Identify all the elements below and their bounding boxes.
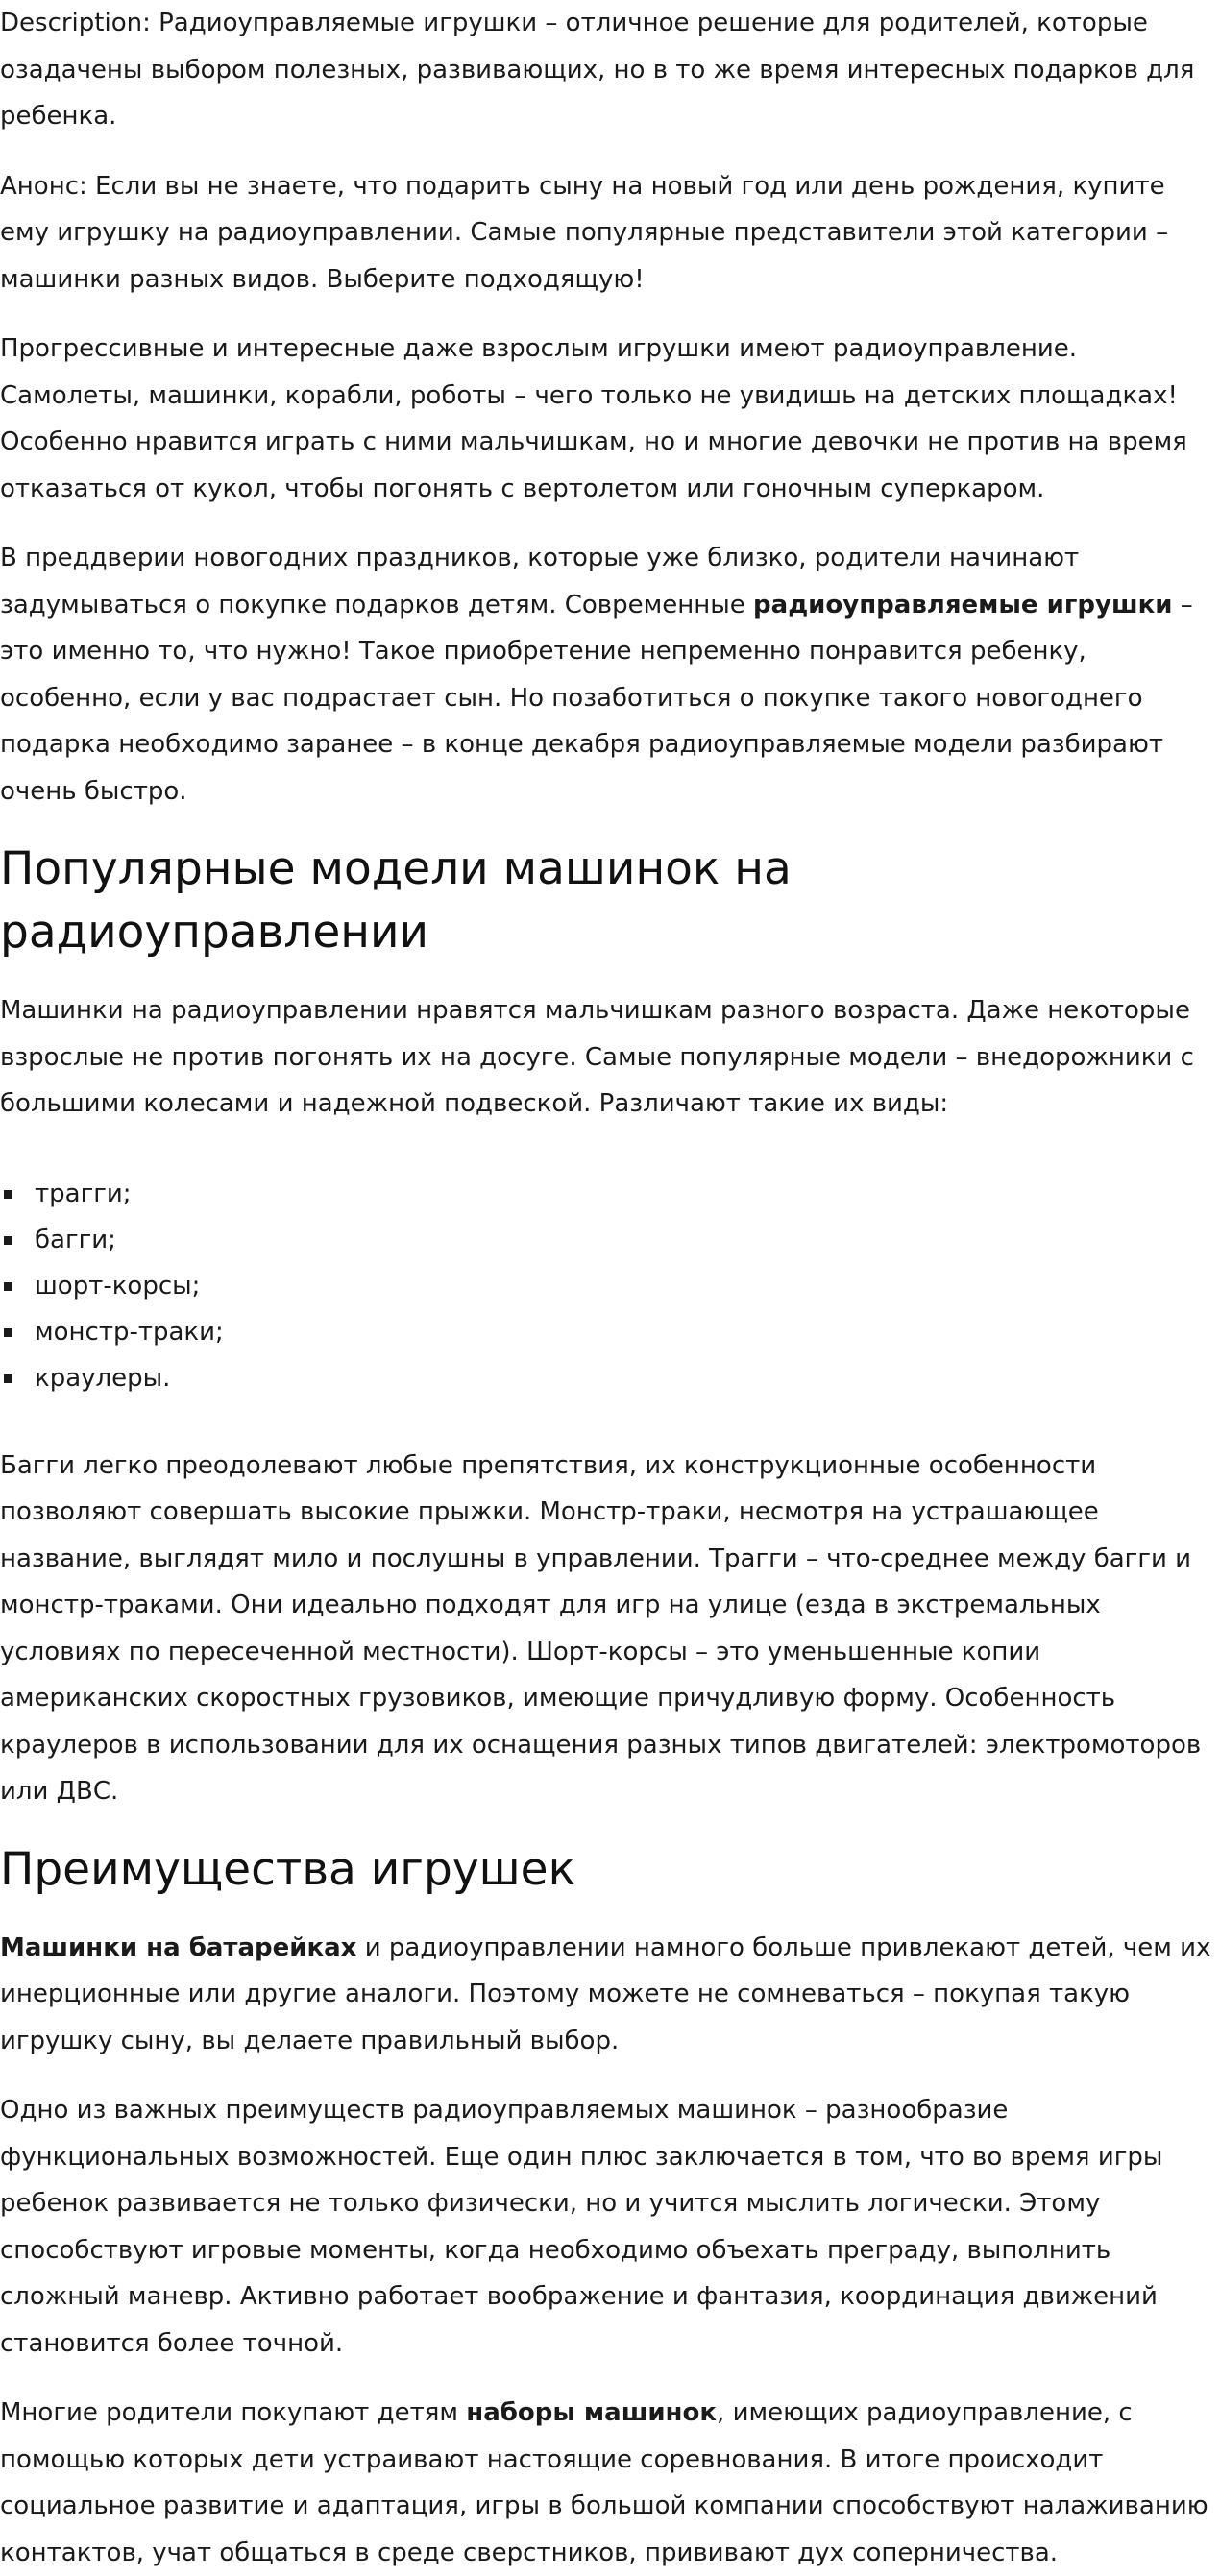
sets-text-start: Многие родители покупают детям: [0, 2398, 467, 2427]
list-item-label: шорт-корсы;: [35, 1271, 201, 1300]
holiday-text-end: – это именно то, что нужно! Такое приобретение непременно понравится ребенку, особенно, если у вас подрастает сын. Но позаботиться о покупке такого новогоднего подарка необходимо заранее – в конце декабря радиоуправляемые модели разбирают очень быстро.: [0, 590, 1193, 806]
holiday-text-start: В преддверии новогодних праздников, которые уже близко, родители начинают задумываться о покупке подарков детям. Современные: [0, 544, 1080, 620]
bullet-icon: [4, 1190, 12, 1199]
benefits-paragraph: Одно из важных преимуществ радиоуправляемых машинок – разнообразие функциональных возможностей. Еще один плюс заключается в том, что во время игры ребенок развивается не только физически, но и учится мыслить логически. Этому способствуют игровые моменты, когда необходимо объехать преграду, выполнить сложный маневр. Активно работает воображение и фантазия, координация движений становится более точной.: [0, 2096, 1163, 2358]
announce-paragraph: Анонс: Если вы не знаете, что подарить сыну на новый год или день рождения, купите ему игрушку на радиоуправлении. Самые популярные представители этой категории – машинки разных видов. Выберите подходящую!: [0, 171, 1169, 294]
bullet-icon: [4, 1236, 12, 1245]
list-item-label: краулеры.: [35, 1363, 171, 1393]
description-paragraph: Description: Радиоуправляемые игрушки – отличное решение для родителей, которые озадачены выбором полезных, развивающих, но в то же время интересных подарков для ребенка.: [0, 9, 1195, 131]
battery-cars-bold: Машинки на батарейках: [0, 1932, 357, 1962]
list-item: [35, 1171, 1220, 1217]
models-intro-paragraph: Машинки на радиоуправлении нравятся мальчишкам разного возраста. Даже некоторые взрослые не против погонять их на досуге. Самые популярные модели – внедорожники с большими колесами и надежной подвеской. Различают такие их виды:: [0, 996, 1194, 1118]
intro-paragraph: Прогрессивные и интересные даже взрослым игрушки имеют радиоуправление. Самолеты, машинки, корабли, роботы – чего только не увидишь на детских площадках! Особенно нравится играть с ними мальчишкам, но и многие девочки не против на время отказаться от кукол, чтобы погонять с вертолетом или гоночным суперкаром.: [0, 334, 1187, 503]
list-item-label: монстр-траки;: [35, 1317, 224, 1347]
models-description-paragraph: Багги легко преодолевают любые препятствия, их конструкционные особенности позволяют совершать высокие прыжки. Монстр-траки, несмотря на устрашающее название, выглядят мило и послушны в управлении. Трагги – что-среднее между багги и монстр-траками. Они идеально подходят для игр на улице (езда в экстремальных условиях по пересеченной местности). Шорт-корсы – это уменьшенные копии американских скоростных грузовиков, имеющие причудливую форму. Особенность краулеров в использовании для их оснащения разных типов двигателей: электромоторов или ДВС.: [0, 1450, 1202, 1806]
heading-popular-models: Популярные модели машинок на радиоуправлении: [0, 842, 792, 959]
sets-text-end: , имеющих радиоуправление, с помощью которых дети устраивают настоящие соревнования. В итоге происходит социальное развитие и адаптация, игры в большой компании способствуют налаживанию контактов, учат общаться в среде сверстников, прививают дух соперничества.: [0, 2398, 1208, 2567]
list-item: [35, 1355, 1220, 1401]
car-types-list: [0, 1171, 1220, 1401]
list-item: [35, 1309, 1220, 1355]
bullet-icon: [4, 1374, 12, 1383]
sets-paragraph: [0, 2390, 1220, 2576]
car-sets-bold: наборы машинок: [466, 2398, 718, 2427]
list-item-label: багги;: [35, 1225, 116, 1254]
heading-advantages: Преимущества игрушек: [0, 1842, 575, 1896]
bullet-icon: [4, 1282, 12, 1291]
batteries-text: и радиоуправлении намного больше привлекают детей, чем их инерционные или другие аналоги. Поэтому можете не сомневаться – покупая такую игрушку сыну, вы делаете правильный выбор.: [0, 1932, 1211, 2055]
batteries-paragraph: [0, 1925, 1220, 2065]
list-item: [35, 1263, 1220, 1309]
rc-toys-bold: радиоуправляемые игрушки: [753, 590, 1173, 620]
list-item-label: трагги;: [35, 1179, 132, 1208]
holiday-paragraph: [0, 535, 1220, 814]
bullet-icon: [4, 1328, 12, 1337]
list-item: [35, 1217, 1220, 1263]
